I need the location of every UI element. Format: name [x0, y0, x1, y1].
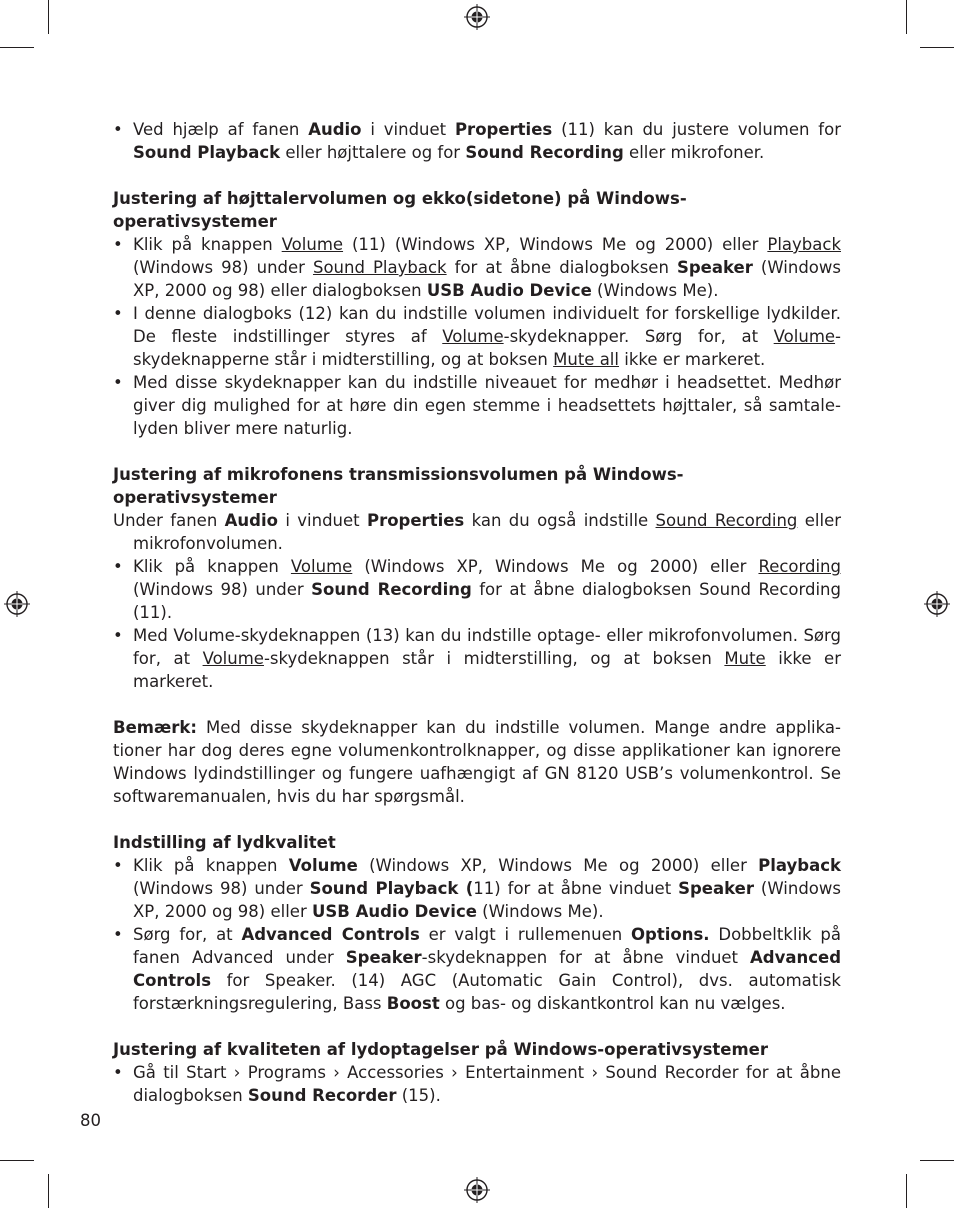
registration-mark-left-icon [4, 591, 30, 617]
registration-mark-top-icon [464, 4, 490, 30]
bullet-volume-button: • Klik på knappen Volume (11) (Windows XP, Windows Me og 2000) eller Playback (Windows 98) under Sound Playback for at åbne dialogboksen Speaker (Windows XP, 2000 og 98) eller dialogboksen USB Audio Device (Windows Me). [113, 235, 841, 300]
crop-mark-bottom-left-v [48, 1174, 49, 1208]
bullet-recording-button: • Klik på knappen Volume (Windows XP, Windows Me og 2000) eller Recording (Windows 98) under Sound Recording for at åbne dialogboksen Sound Recording (11). [113, 557, 841, 622]
bullet-dot-icon: • [113, 626, 123, 645]
bullet-dot-icon: • [113, 856, 123, 875]
bullet-dot-icon: • [113, 120, 123, 139]
bullet-dot-icon: • [113, 557, 123, 576]
bullet-dialog-sliders: • I denne dialogboks (12) kan du indstille volumen individuelt for forskellige lydkilder. De fleste indstillinger styres af Volume-skydeknapper. Sørg for, at Volume-skydeknapperne står i midterstilling, og at boksen Mute all ikke er markeret. [113, 304, 842, 369]
paragraph-mic-volume: Under fanen Audio i vinduet Properties kan du også indstille Sound Recording eller mikrofonvolumen. [113, 511, 841, 553]
note-paragraph: Bemærk: Med disse skydeknapper kan du indstille volumen. Mange andre applikationer har dog deres egne volumenkontrolknapper, og disse applikationer kan ignorere Windows lydindstillinger og fungere uafhængigt af GN 8120 USB’s volumenkontrol. Se softwaremanualen, hvis du har spørgsmål. [113, 718, 841, 806]
section-heading-sound-quality: Indstilling af lydkvalitet [113, 833, 336, 852]
crop-mark-top-right-v [906, 0, 907, 34]
section-heading-mic-volume: Justering af mikrofonens transmissionsvolumen på Windows-operativsystemer [113, 465, 684, 507]
bullet-mic-slider: • Med Volume-skydeknappen (13) kan du indstille optage- eller mikrofonvolumen. Sørg for, at Volume-skydeknappen står i midterstilling, og at boksen Mute ikke er markeret. [113, 626, 841, 691]
crop-mark-bottom-right-h [920, 1160, 954, 1161]
registration-mark-right-icon [924, 591, 950, 617]
crop-mark-bottom-right-v [906, 1174, 907, 1208]
section-heading-speaker-volume: Justering af højttalervolumen og ekko(sidetone) på Windows-operativsystemer [113, 189, 687, 231]
bullet-advanced-controls: • Sørg for, at Advanced Controls er valgt i rullemenuen Options. Dobbeltklik på fanen Advanced under Speaker-skydeknappen for at åbne vinduet Advanced Controls for Speaker. (14) AGC (Automatic Gain Control), dvs. automatisk forstærkningsregulering, Bass Boost og bas- og diskantkontrol kan nu vælges. [113, 925, 842, 1013]
bullet-sound-recorder: • Gå til Start › Programs › Accessories › Entertainment › Sound Recorder for at åbne dialogboksen Sound Recorder (15). [113, 1063, 841, 1105]
crop-mark-top-left-v [48, 0, 49, 34]
bullet-audio-tab: • Ved hjælp af fanen Audio i vinduet Properties (11) kan du justere volumen for Sound Playback eller højttalere og for Sound Recording eller mikrofoner. [113, 120, 841, 162]
page-number: 80 [80, 1111, 101, 1130]
bullet-sidetone: • Med disse skydeknapper kan du indstille niveauet for medhør i headsettet. Medhør giver dig mulighed for at høre din egen stemme i headsettets højttaler, så samtalelyden bliver mere naturlig. [113, 373, 841, 438]
bullet-dot-icon: • [113, 235, 123, 254]
bullet-dot-icon: • [113, 925, 123, 944]
crop-mark-top-right-h [920, 47, 954, 48]
bullet-dot-icon: • [113, 1063, 123, 1082]
section-heading-recording-quality: Justering af kvaliteten af lydoptagelser på Windows-operativsystemer [113, 1040, 769, 1059]
bullet-playback-button: • Klik på knappen Volume (Windows XP, Windows Me og 2000) eller Playback (Windows 98) under Sound Playback (11) for at åbne vinduet Speaker (Windows XP, 2000 og 98) eller USB Audio Device (Windows Me). [113, 856, 842, 921]
crop-mark-bottom-left-h [0, 1160, 34, 1161]
bullet-dot-icon: • [113, 304, 123, 323]
registration-mark-bottom-icon [464, 1177, 490, 1203]
bullet-dot-icon: • [113, 373, 123, 392]
page-content [113, 118, 841, 1107]
crop-mark-top-left-h [0, 47, 34, 48]
